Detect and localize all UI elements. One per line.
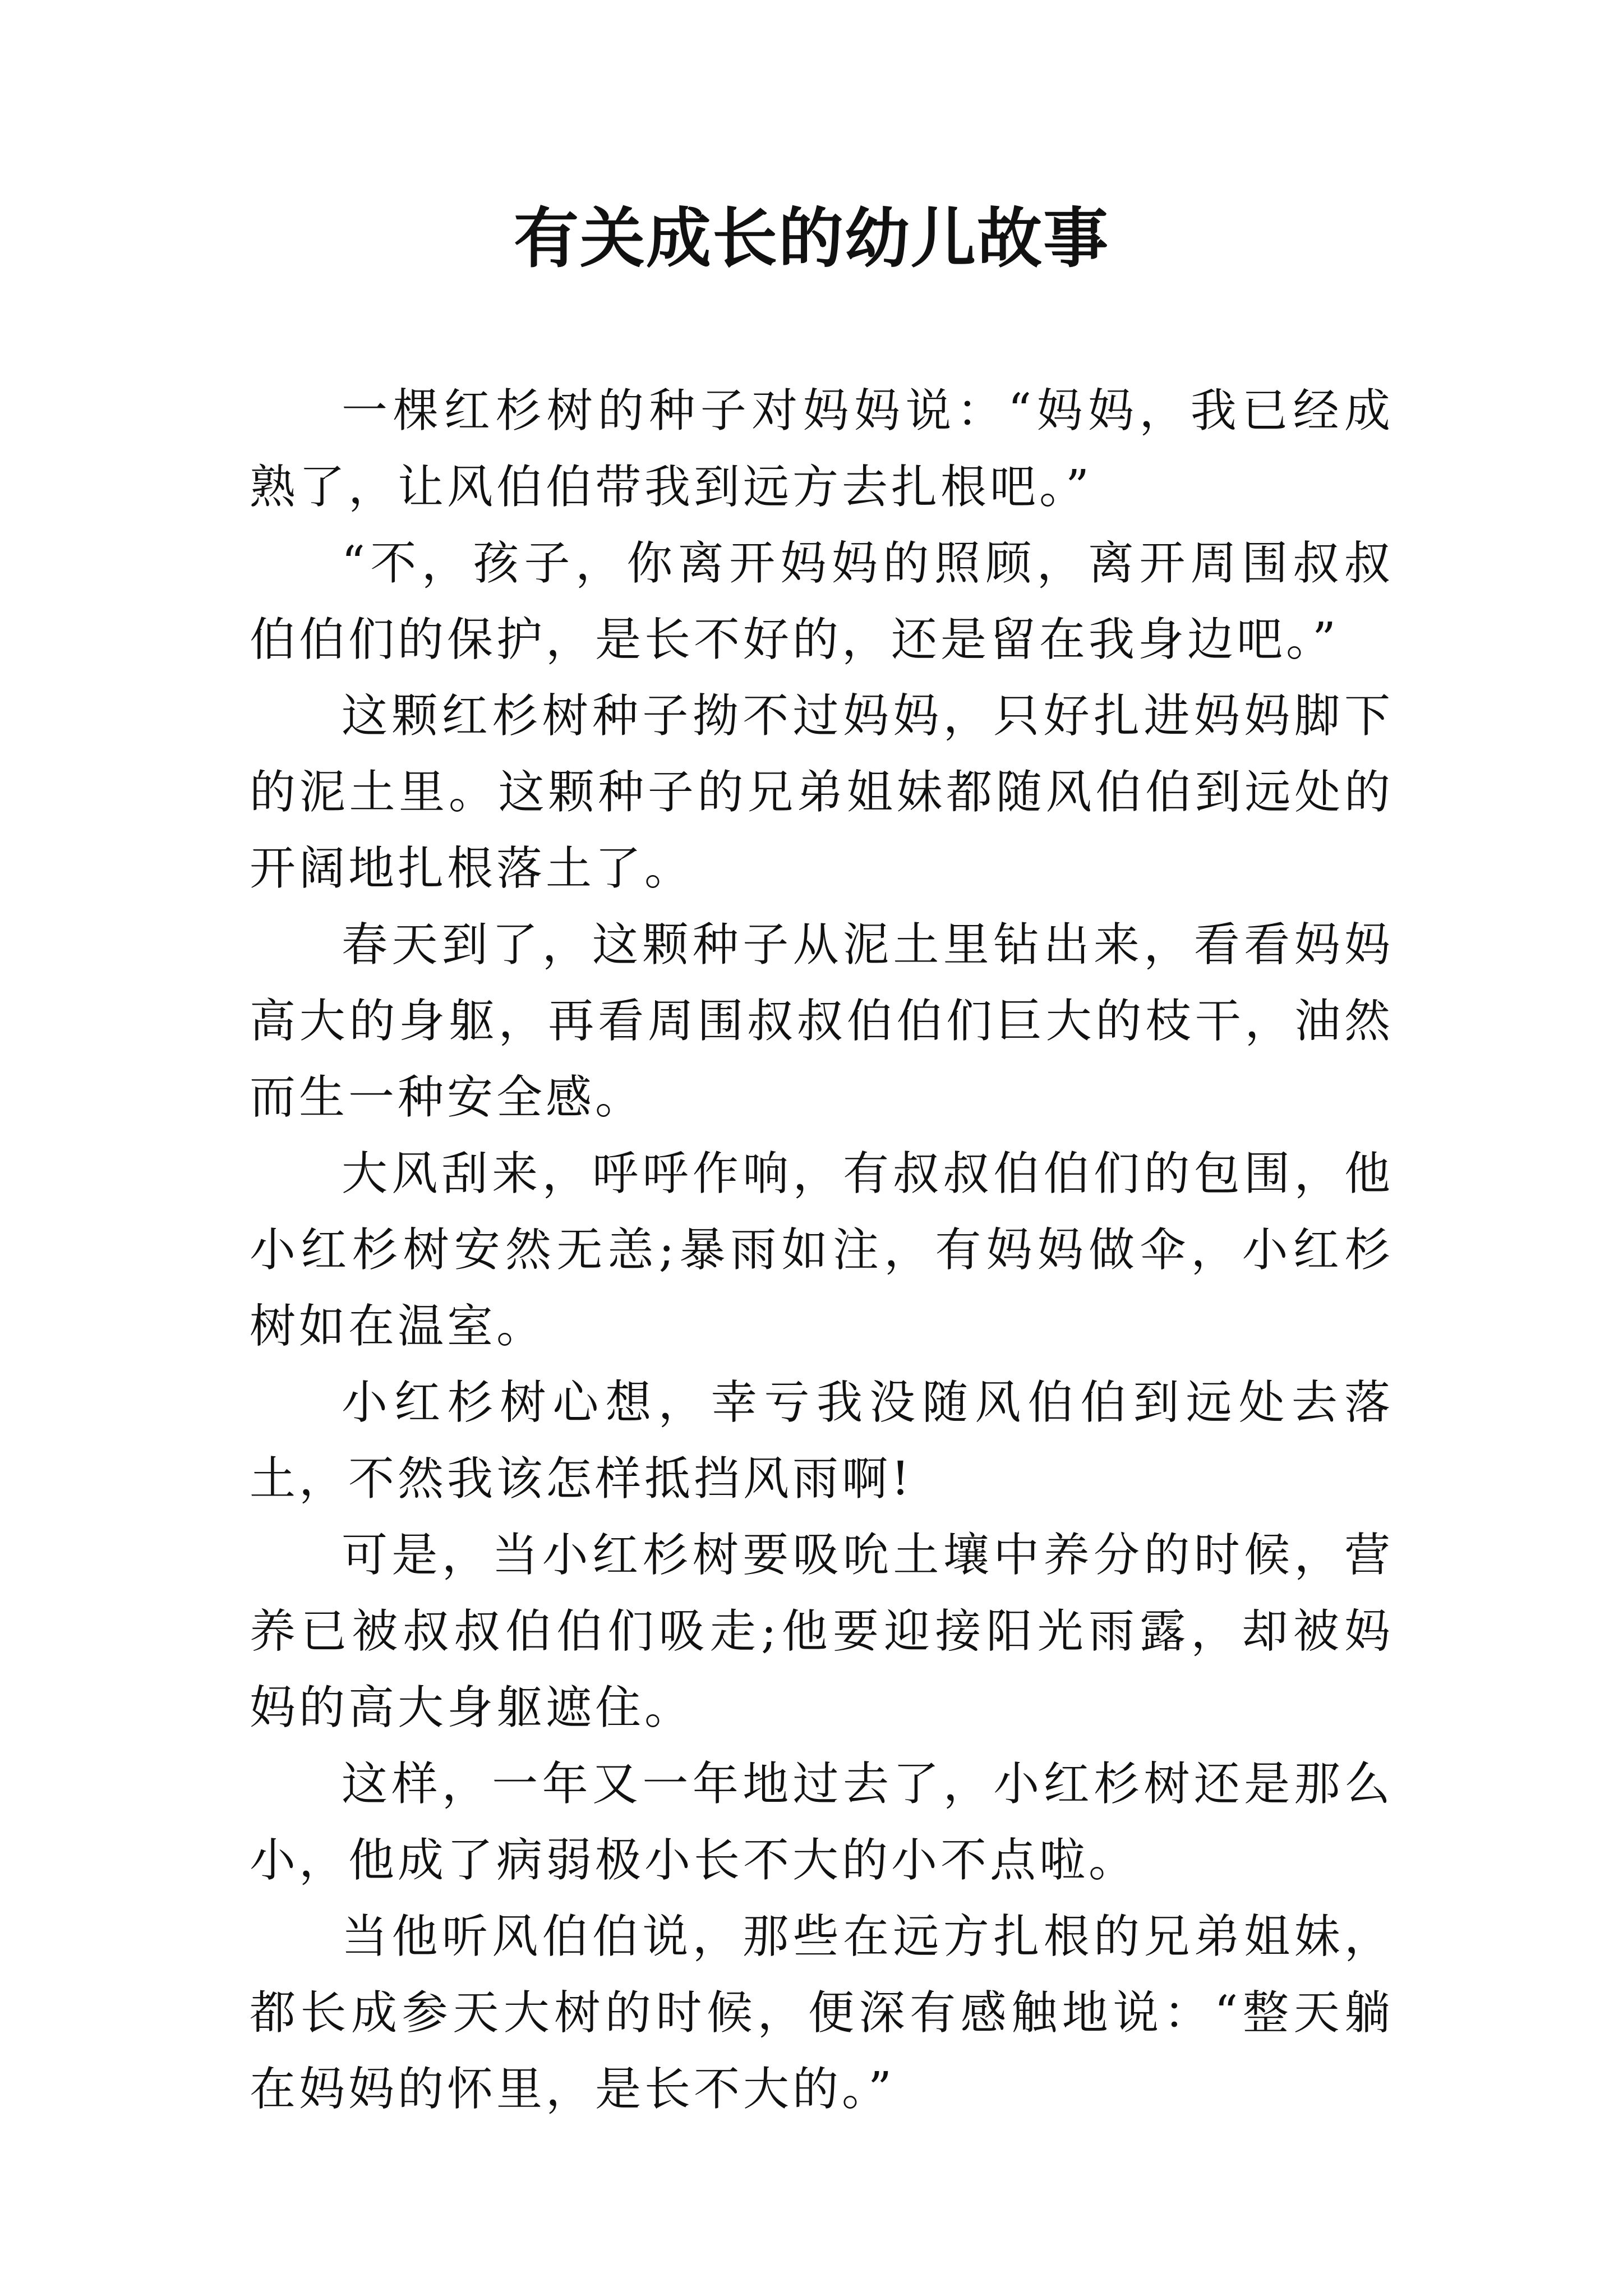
- document-title: 有关成长的幼儿故事: [514, 200, 1109, 277]
- paragraph-2: “不，孩子，你离开妈妈的照顾，离开周围叔叔伯伯们的保护，是长不好的，还是留在我身边吧。”: [250, 537, 1394, 666]
- paragraph-4: 春天到了，这颗种子从泥土里钻出来，看看妈妈高大的身躯，再看周围叔叔伯伯们巨大的枝干，油然而生一种安全感。: [250, 918, 1394, 1124]
- paragraph-8: 这样，一年又一年地过去了，小红杉树还是那么小，他成了病弱极小长不大的小不点啦。: [250, 1757, 1394, 1887]
- paragraph-7: 可是，当小红杉树要吸吮土壤中养分的时候，营养已被叔叔伯伯们吸走;他要迎接阳光雨露，却被妈妈的高大身躯遮住。: [250, 1529, 1394, 1734]
- paragraph-6: 小红杉树心想，幸亏我没随风伯伯到远处去落土，不然我该怎样抵挡风雨啊!: [250, 1376, 1394, 1506]
- paragraph-5: 大风刮来，呼呼作响，有叔叔伯伯们的包围，他小红杉树安然无恙;暴雨如注，有妈妈做伞，小红杉树如在温室。: [250, 1147, 1394, 1353]
- paragraph-9: 当他听风伯伯说，那些在远方扎根的兄弟姐妹，都长成参天大树的时候，便深有感触地说：“整天躺在妈妈的怀里，是长不大的。”: [250, 1910, 1394, 2116]
- document-body: [250, 373, 1394, 2128]
- paragraph-3: 这颗红杉树种子拗不过妈妈，只好扎进妈妈脚下的泥土里。这颗种子的兄弟姐妹都随风伯伯到远处的开阔地扎根落土了。: [250, 689, 1394, 895]
- paragraph-1: 一棵红杉树的种子对妈妈说：“妈妈，我已经成熟了，让风伯伯带我到远方去扎根吧。”: [250, 384, 1394, 514]
